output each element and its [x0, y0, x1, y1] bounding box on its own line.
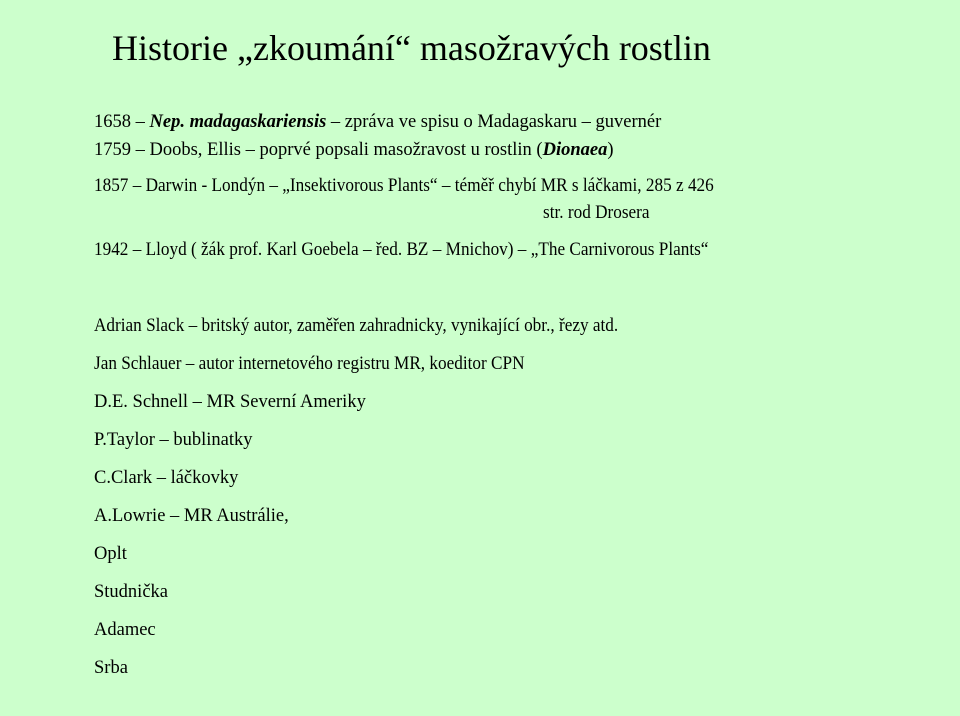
people-item-slack [94, 314, 658, 338]
slide-title: Historie „zkoumání“ masožravých rostlin [112, 28, 711, 68]
people-item-oplt: Oplt [94, 544, 127, 564]
timeline-text: 1942 – Lloyd ( žák prof. Karl Goebela – řed. BZ – Mnichov) – „The Carnivorous Plants“ [94, 240, 709, 260]
people-item-studnicka: Studnička [94, 582, 168, 602]
person-text: Jan Schlauer – autor internetového registru MR, koeditor CPN [94, 354, 525, 374]
timeline-item-1942 [94, 238, 755, 262]
genus-name: Dionaea [542, 140, 608, 160]
people-item-adamec: Adamec [94, 620, 156, 640]
timeline-item-1759 [94, 138, 614, 162]
timeline-year: 1658 [94, 112, 131, 132]
person-text: Adrian Slack – britský autor, zaměřen zahradnicky, vynikající obr., řezy atd. [94, 316, 619, 336]
timeline-text: str. rod Drosera [543, 203, 650, 223]
people-item-clark: C.Clark – láčkovky [94, 468, 239, 488]
timeline-item-1857 [94, 174, 760, 198]
people-item-taylor: P.Taylor – bublinatky [94, 430, 253, 450]
timeline-text: – zpráva ve spisu o Madagaskaru – guvernér [326, 112, 662, 132]
species-name: Nep. madagaskariensis [149, 112, 327, 132]
people-item-lowrie: A.Lowrie – MR Austrálie, [94, 506, 289, 526]
timeline-text: 1857 – Darwin - Londýn – „Insektivorous Plants“ – téměř chybí MR s láčkami, 285 z 426 [94, 176, 714, 196]
people-item-schlauer [94, 352, 557, 376]
people-item-schnell: D.E. Schnell – MR Severní Ameriky [94, 392, 366, 412]
timeline-separator: – [131, 112, 150, 132]
timeline-item-1658 [94, 110, 661, 134]
timeline-text: – Doobs, Ellis – poprvé popsali masožravost u rostlin ( [131, 140, 543, 160]
timeline-item-1857-cont [543, 201, 658, 225]
timeline-year: 1759 [94, 140, 131, 160]
timeline-text-end: ) [607, 140, 614, 160]
people-item-srba: Srba [94, 658, 128, 678]
